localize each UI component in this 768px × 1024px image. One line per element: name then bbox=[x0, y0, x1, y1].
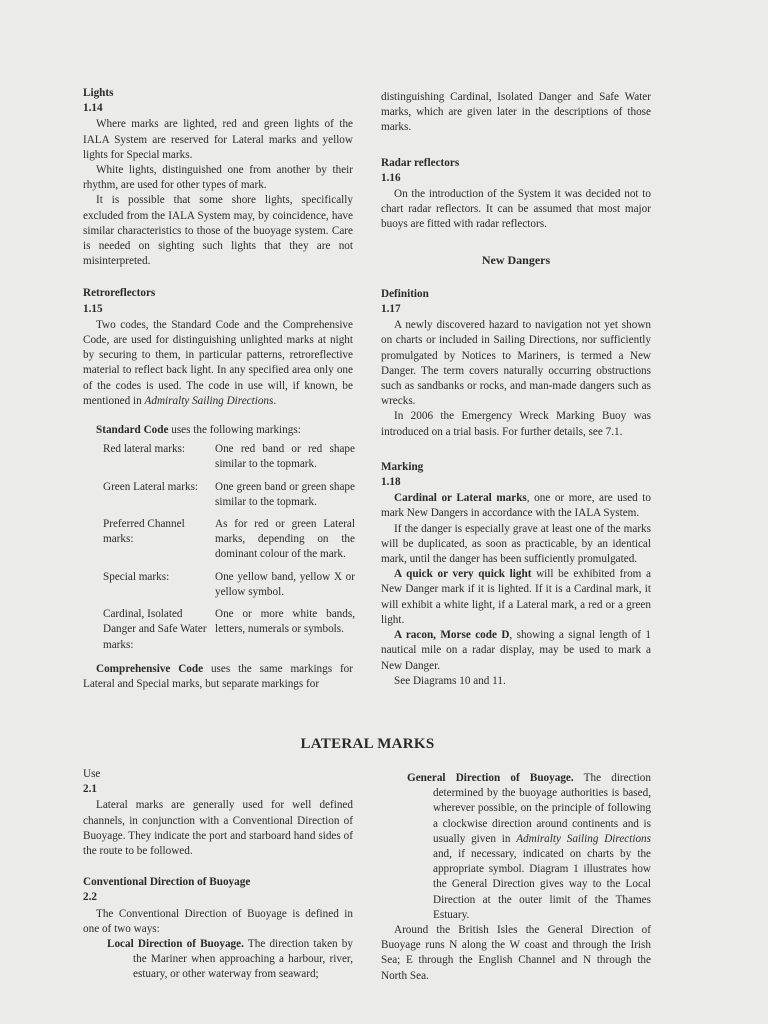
definition-number: 1.17 bbox=[381, 303, 401, 316]
retroreflectors-paragraph: Two codes, the Standard Code and the Comprehensive Code, are used for distinguishing unlighted marks at night by securing to them, in particular patterns, retroreflective material to reflect back light. In any specified area only one of the codes is used. The code in use will, if known, be mentioned in Admiralty Sailing Directions. bbox=[83, 318, 353, 407]
code-row-label: Green Lateral marks: bbox=[103, 480, 199, 493]
marking-paragraph-3: A quick or very quick light will be exhibited from a New Danger mark if it is lighted. If it is a Cardinal mark, it will exhibit a white light, if a Lateral mark, a red or a green light. bbox=[381, 568, 651, 626]
use-number: 2.1 bbox=[83, 783, 97, 796]
conventional-direction-paragraph: The Conventional Direction of Buoyage is defined in one of two ways: bbox=[83, 907, 353, 935]
conventional-direction-number: 2.2 bbox=[83, 891, 97, 904]
new-dangers-title: New Dangers bbox=[481, 252, 551, 267]
standard-code-table bbox=[103, 442, 355, 659]
code-row-description: One or more white bands, letters, numerals or symbols. bbox=[215, 608, 355, 636]
radar-reflectors-number: 1.16 bbox=[381, 171, 401, 184]
general-direction-item: General Direction of Buoyage. The direction determined by the buoyage authorities is based, wherever possible, on the principle of following a clockwise direction around continents and is usually given in Admiralty Sailing Directions and, if necessary, indicated on charts by the appropriate symbol. Diagram 1 illustrates how the General Direction gives way to the Local Direction at the outer limit of the Thames Estuary. bbox=[407, 772, 652, 921]
marking-paragraph-1: Cardinal or Lateral marks, one or more, are used to mark New Dangers in accordance with the IALA System. bbox=[381, 492, 652, 520]
lateral-marks-title: LATERAL MARKS bbox=[300, 736, 435, 752]
standard-code-lead: Standard Code uses the following markings: bbox=[96, 424, 301, 437]
lights-paragraph-2: White lights, distinguished one from another by their rhythm, are used for other types of mark. bbox=[83, 164, 353, 192]
lights-paragraph-1: Where marks are lighted, red and green lights of the IALA System are reserved for Lateral marks and yellow lights for Special marks. bbox=[83, 118, 353, 161]
code-row-label: Cardinal, Isolated Danger and Safe Water marks: bbox=[103, 608, 207, 651]
lights-number: 1.14 bbox=[83, 102, 103, 115]
code-row bbox=[103, 480, 355, 517]
code-row-description: As for red or green Lateral marks, depending on the dominant colour of the mark. bbox=[215, 518, 355, 561]
marking-paragraph-4: A racon, Morse code D, showing a signal length of 1 nautical mile on a radar display, may be used to mark a New Danger. bbox=[381, 629, 651, 672]
right-column-upper bbox=[381, 90, 651, 689]
code-row bbox=[103, 517, 355, 570]
retroreflectors-heading: Retroreflectors bbox=[83, 287, 156, 300]
comprehensive-code-paragraph: Comprehensive Code uses the same markings for Lateral and Special marks, but separate markings for bbox=[83, 662, 353, 690]
code-row-description: One red band or red shape similar to the topmark. bbox=[215, 443, 355, 471]
british-isles-paragraph: Around the British Isles the General Direction of Buoyage runs N along the W coast and through the Irish Sea; E through the English Channel and N through the North Sea. bbox=[381, 924, 651, 982]
conventional-direction-heading: Conventional Direction of Buoyage bbox=[83, 876, 251, 889]
marking-paragraph-5: See Diagrams 10 and 11. bbox=[394, 674, 506, 687]
lights-heading: Lights bbox=[83, 87, 114, 99]
marking-number: 1.18 bbox=[381, 476, 401, 489]
radar-reflectors-paragraph: On the introduction of the System it was decided not to chart radar reflectors. It can be assumed that most major buoys are fitted with radar reflectors. bbox=[381, 188, 651, 231]
code-row-description: One green band or green shape similar to the topmark. bbox=[215, 480, 355, 508]
definition-heading: Definition bbox=[381, 287, 429, 300]
left-column-upper bbox=[83, 86, 353, 692]
code-row bbox=[103, 570, 355, 607]
left-column-lower bbox=[83, 767, 353, 983]
lights-paragraph-3: It is possible that some shore lights, specifically excluded from the IALA System may, by coincidence, have similar characteristics to those of the buoyage system. Care is needed on sighting such lights that they are not misinterpreted. bbox=[83, 194, 353, 268]
code-row-description: One yellow band, yellow X or yellow symbol. bbox=[215, 570, 355, 598]
right-column-lower bbox=[381, 771, 651, 984]
marking-heading: Marking bbox=[381, 460, 424, 473]
retroreflectors-number: 1.15 bbox=[83, 302, 103, 315]
definition-paragraph-2: In 2006 the Emergency Wreck Marking Buoy was introduced on a trial basis. For further details, see 7.1. bbox=[381, 410, 651, 438]
use-paragraph: Lateral marks are generally used for well defined channels, in conjunction with a Conventional Direction of Buoyage. They indicate the port and starboard hand sides of the route to be followed. bbox=[83, 799, 353, 858]
code-row-label: Preferred Channel marks: bbox=[103, 518, 185, 546]
code-row-label: Red lateral marks: bbox=[103, 443, 186, 456]
code-row-label: Special marks: bbox=[103, 570, 170, 583]
definition-paragraph-1: A newly discovered hazard to navigation not yet shown on charts or included in Sailing Directions, nor sufficiently promulgated by Notices to Mariners, is termed a New Danger. The term covers naturally occurring obstructions such as sandbanks or rocks, and man-made dangers such as wrecks. bbox=[381, 319, 651, 408]
code-row bbox=[103, 442, 355, 479]
local-direction-item: Local Direction of Buoyage. The direction taken by the Mariner when approaching a harbour, river, estuary, or other waterway from seaward; bbox=[107, 938, 353, 981]
use-heading: Use bbox=[83, 768, 101, 780]
marking-paragraph-2: If the danger is especially grave at least one of the marks will be duplicated, as soon as practicable, by an identical mark, until the danger has been sufficiently promulgated. bbox=[381, 522, 651, 566]
code-row bbox=[103, 607, 355, 660]
radar-reflectors-heading: Radar reflectors bbox=[381, 156, 460, 169]
continuation-paragraph: distinguishing Cardinal, Isolated Danger and Safe Water marks, which are given later in the descriptions of those marks. bbox=[381, 91, 651, 134]
